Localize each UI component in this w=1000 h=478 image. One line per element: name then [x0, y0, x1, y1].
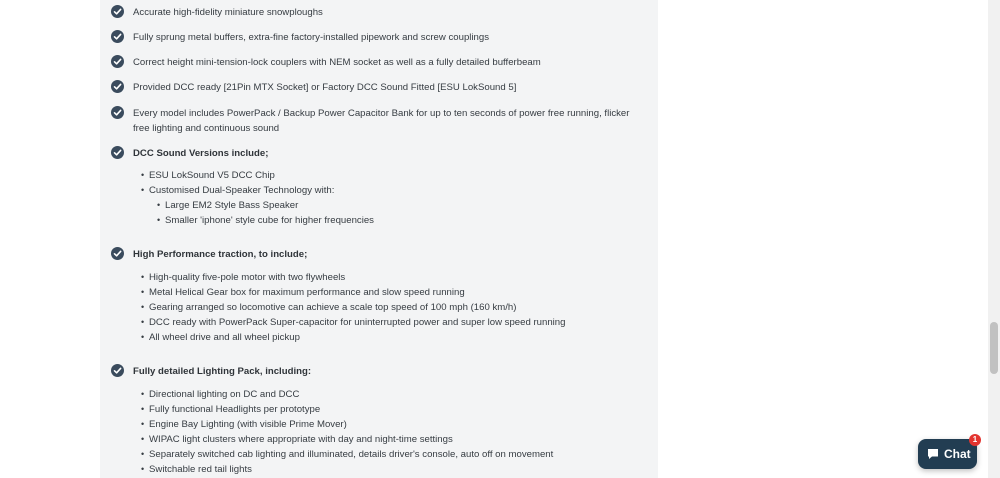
feature-text: Fully sprung metal buffers, extra-fine factory-installed pipework and screw couplings — [133, 32, 490, 43]
list-item: • WIPAC light clusters where appropriate with day and night-time settings — [141, 434, 453, 445]
check-circle-icon — [111, 5, 124, 18]
feature-text: Accurate high-fidelity miniature snowploughs — [133, 7, 323, 18]
feature-text: Correct height mini-tension-lock couplers with NEM socket as well as a fully detailed bufferbeam — [133, 57, 541, 68]
notification-badge: 1 — [969, 434, 981, 446]
feature-text: Every model includes PowerPack / Backup Power Capacitor Bank for up to ten seconds of power free running, flicker free lighting and continuous sound — [133, 108, 630, 134]
list-item: • Smaller 'iphone' style cube for higher frequencies — [157, 215, 374, 226]
feature-heading-text: High Performance traction, to include; — [133, 249, 308, 260]
check-circle-icon — [111, 247, 124, 260]
list-item: • Metal Helical Gear box for maximum performance and slow speed running — [141, 287, 465, 298]
check-circle-icon — [111, 30, 124, 43]
page-scrollbar[interactable] — [988, 0, 1000, 478]
list-item: • DCC ready with PowerPack Super-capacitor for uninterrupted power and super low speed running — [141, 317, 566, 328]
check-circle-icon — [111, 55, 124, 68]
chat-label: Chat — [944, 447, 971, 461]
list-item: • Gearing arranged so locomotive can achieve a scale top speed of 100 mph (160 km/h) — [141, 302, 517, 313]
list-item: • Engine Bay Lighting (with visible Prime Mover) — [141, 419, 347, 430]
check-circle-icon — [111, 80, 124, 93]
check-circle-icon — [111, 146, 124, 159]
feature-text: Provided DCC ready [21Pin MTX Socket] or Factory DCC Sound Fitted [ESU LokSound 5] — [133, 82, 517, 93]
feature-heading-text: Fully detailed Lighting Pack, including: — [133, 366, 312, 377]
list-item: • High-quality five-pole motor with two flywheels — [141, 272, 346, 283]
list-item: • Customised Dual-Speaker Technology with: — [141, 185, 335, 196]
list-item: • All wheel drive and all wheel pickup — [141, 332, 300, 343]
chat-button[interactable] — [918, 435, 978, 469]
chat-bubble-icon — [926, 447, 940, 466]
scrollbar-thumb[interactable] — [990, 322, 998, 374]
list-item: • ESU LokSound V5 DCC Chip — [141, 170, 275, 181]
list-item: • Switchable red tail lights — [141, 464, 252, 475]
feature-heading-text: DCC Sound Versions include; — [133, 148, 269, 159]
check-circle-icon — [111, 106, 124, 119]
list-item: • Directional lighting on DC and DCC — [141, 389, 300, 400]
list-item: • Large EM2 Style Bass Speaker — [157, 200, 299, 211]
check-circle-icon — [111, 364, 124, 377]
list-item: • Fully functional Headlights per prototype — [141, 404, 321, 415]
list-item: • Separately switched cab lighting and illuminated, details driver's console, auto off on movement — [141, 449, 554, 460]
